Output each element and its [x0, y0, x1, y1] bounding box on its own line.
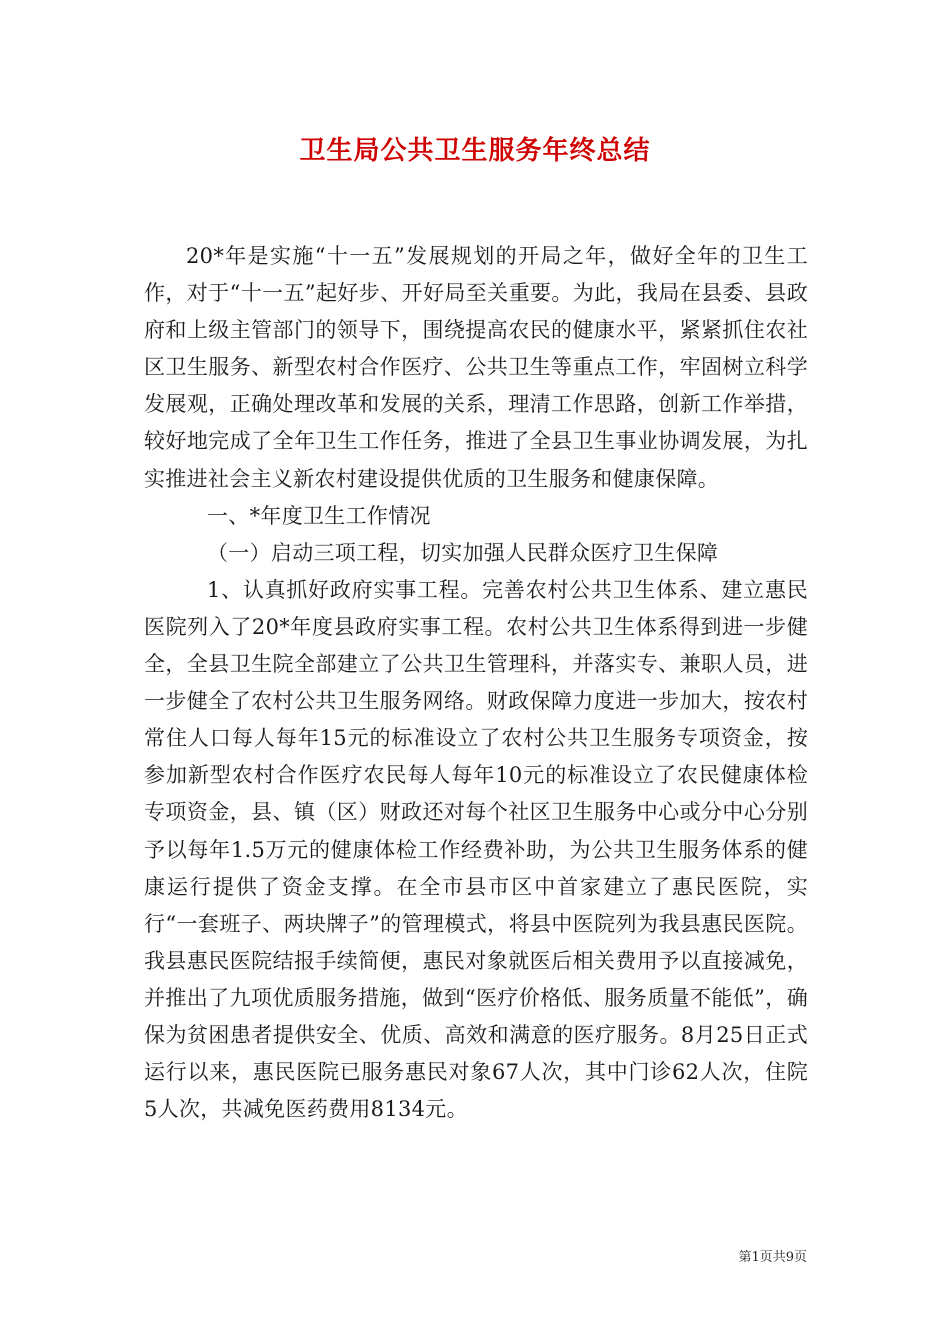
subsection-heading: （一）启动三项工程，切实加强人民群众医疗卫生保障	[207, 540, 719, 565]
document-title: 卫生局公共卫生服务年终总结	[299, 136, 651, 166]
page-number	[738, 1249, 807, 1267]
section-heading: 一、*年度卫生工作情况	[207, 503, 431, 528]
intro-paragraph: 20*年是实施“十一五”发展规划的开局之年，做好全年的卫生工作，对于“十一五”起好步、开好局至关重要。为此，我局在县委、县政府和上级主管部门的领导下，围绕提高农民的健康水平，紧紧抓住农社区卫生服务、新型农村合作医疗、公共卫生等重点工作，牢固树立科学发展观，正确处理改革和发展的关系，理清工作思路，创新工作举措，较好地完成了全年卫生工作任务，推进了全县卫生事业协调发展，为扎实推进社会主义新农村建设提供优质的卫生服务和健康保障。	[144, 244, 808, 491]
body-paragraph: 1、认真抓好政府实事工程。完善农村公共卫生体系、建立惠民医院列入了20*年度县政府实事工程。农村公共卫生体系得到进一步健全，全县卫生院全部建立了公共卫生管理科，并落实专、兼职人员，进一步健全了农村公共卫生服务网络。财政保障力度进一步加大，按农村常住人口每人每年15元的标准设立了农村公共卫生服务专项资金，按参加新型农村合作医疗农民每人每年10元的标准设立了农民健康体检专项资金，县、镇（区）财政还对每个社区卫生服务中心或分中心分别予以每年1.5万元的健康体检工作经费补助，为公共卫生服务体系的健康运行提供了资金支撑。在全市县市区中首家建立了惠民医院，实行“一套班子、两块牌子”的管理模式，将县中医院列为我县惠民医院。我县惠民医院结报手续简便，惠民对象就医后相关费用予以直接减免，并推出了九项优质服务措施，做到“医疗价格低、服务质量不能低”，确保为贫困患者提供安全、优质、高效和满意的医疗服务。8月25日正式运行以来，惠民医院已服务惠民对象67人次，其中门诊62人次，住院5人次，共减免医药费用8134元。	[144, 577, 808, 1122]
document-body	[144, 238, 808, 1128]
page-number-label: 第1页共9页	[738, 1250, 807, 1265]
